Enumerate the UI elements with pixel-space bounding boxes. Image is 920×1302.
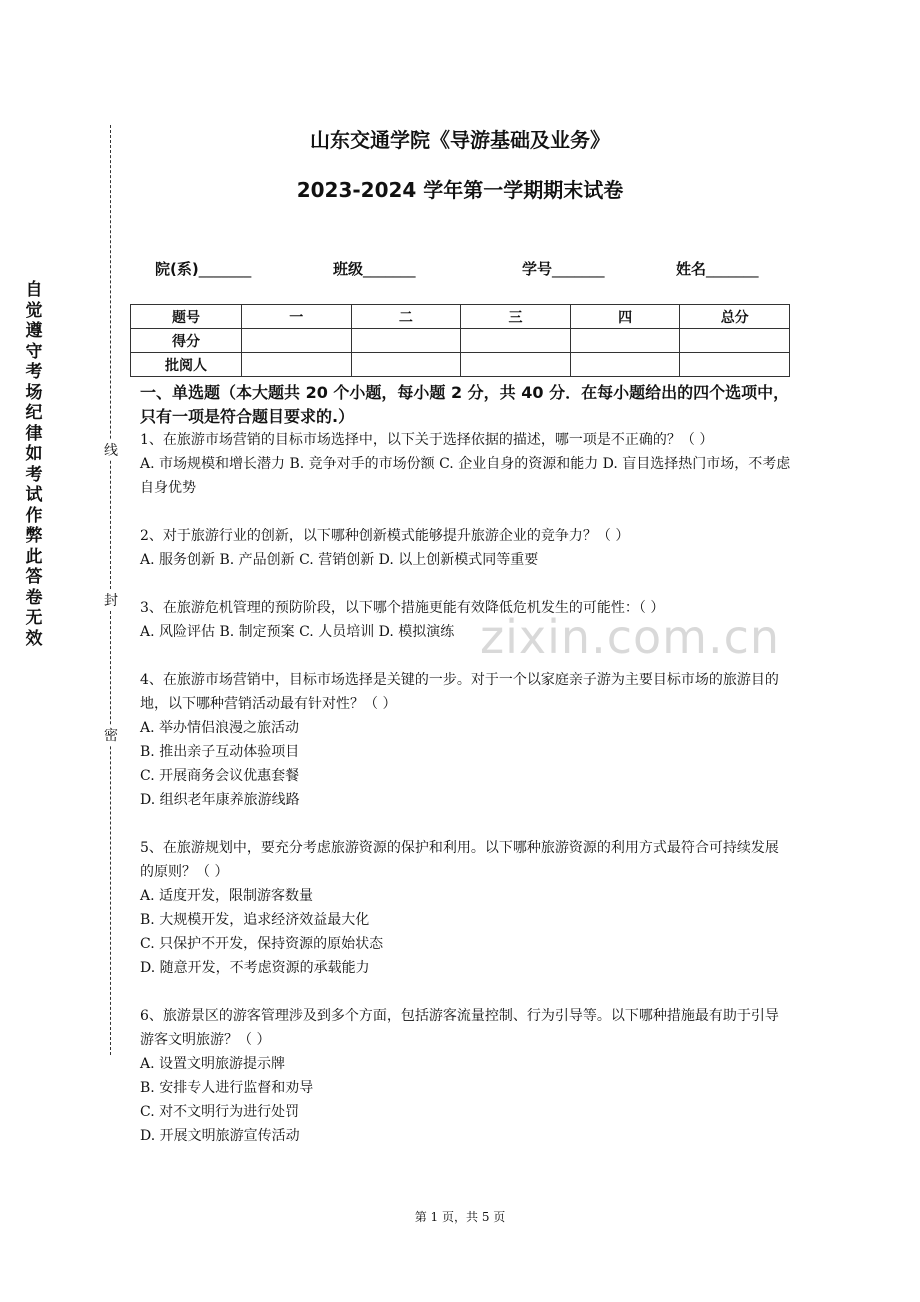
- question-5: [140, 836, 792, 980]
- question-stem: 3、在旅游危机管理的预防阶段，以下哪个措施更能有效降低危机发生的可能性：（ ）: [140, 600, 665, 616]
- question-options: A. 市场规模和增长潜力 B. 竞争对手的市场份额 C. 企业自身的资源和能力 D. 盲目选择热门市场，不考虑自身优势: [140, 456, 791, 496]
- student-id-label: 学号: [522, 260, 553, 278]
- option-d[interactable]: D. 组织老年康养旅游线路: [140, 792, 300, 808]
- score-table-score-row: [131, 329, 790, 353]
- name-field[interactable]: [676, 258, 759, 279]
- question-4: [140, 668, 792, 812]
- question-3: [140, 596, 792, 644]
- binding-char: 作: [25, 505, 43, 526]
- binding-char: 无: [25, 608, 43, 628]
- dept-field[interactable]: [155, 258, 251, 279]
- question-list: [140, 428, 792, 1172]
- score-cell[interactable]: [680, 329, 790, 353]
- score-header-cell: 一: [242, 305, 352, 329]
- score-table-grader-row: [131, 353, 790, 377]
- binding-char: 遵: [25, 321, 43, 341]
- name-blank: _______: [706, 260, 759, 278]
- class-label: 班级: [333, 260, 364, 278]
- grader-row-label: 批阅人: [131, 353, 242, 377]
- exam-title-course: 山东交通学院《导游基础及业务》: [310, 128, 610, 152]
- option-c[interactable]: C. 只保护不开发，保持资源的原始状态: [140, 936, 384, 952]
- score-cell[interactable]: [461, 329, 571, 353]
- option-c[interactable]: C. 对不文明行为进行处罚: [140, 1104, 300, 1120]
- grader-cell[interactable]: [351, 353, 461, 377]
- binding-char: 卷: [25, 587, 43, 608]
- question-stem: 4、在旅游市场营销中，目标市场选择是关键的一步。对于一个以家庭亲子游为主要目标市场的旅游目的地，以下哪种营销活动最有针对性？（ ）: [140, 672, 779, 712]
- student-id-blank: _______: [552, 260, 605, 278]
- option-a[interactable]: A. 设置文明旅游提示牌: [140, 1056, 286, 1072]
- question-6: [140, 1004, 792, 1148]
- score-header-cell: 三: [461, 305, 571, 329]
- dept-label: 院(系): [155, 260, 199, 278]
- grader-cell[interactable]: [680, 353, 790, 377]
- score-cell[interactable]: [351, 329, 461, 353]
- binding-char: 场: [25, 382, 43, 403]
- option-a[interactable]: A. 适度开发，限制游客数量: [140, 888, 314, 904]
- question-1: [140, 428, 792, 500]
- grader-cell[interactable]: [461, 353, 571, 377]
- score-cell[interactable]: [570, 329, 680, 353]
- name-label: 姓名: [676, 260, 707, 278]
- score-header-cell: 总分: [680, 305, 790, 329]
- option-b[interactable]: B. 大规模开发，追求经济效益最大化: [140, 912, 370, 928]
- binding-char: 答: [25, 567, 43, 587]
- score-cell[interactable]: [242, 329, 352, 353]
- score-row-label: 得分: [131, 329, 242, 353]
- option-b[interactable]: B. 安排专人进行监督和劝导: [140, 1080, 314, 1096]
- binding-char: 如: [25, 444, 43, 464]
- question-options: A. 服务创新 B. 产品创新 C. 营销创新 D. 以上创新模式同等重要: [140, 552, 539, 568]
- binding-char: 守: [25, 341, 43, 362]
- binding-warning-text: [22, 280, 46, 649]
- question-2: [140, 524, 792, 572]
- score-header-cell: 题号: [131, 305, 242, 329]
- binding-char: 弊: [25, 526, 43, 546]
- binding-char: 纪: [25, 403, 43, 423]
- binding-char: 律: [25, 423, 43, 444]
- page-footer: 第 1 页，共 5 页: [414, 1210, 506, 1224]
- binding-char: 试: [25, 485, 43, 505]
- question-stem: 5、在旅游规划中，要充分考虑旅游资源的保护和利用。以下哪种旅游资源的利用方式最符合可持续发展的原则？（ ）: [140, 840, 779, 880]
- class-blank: _______: [363, 260, 416, 278]
- seal-mark-secret: 密: [103, 725, 119, 745]
- score-header-cell: 四: [570, 305, 680, 329]
- binding-char: 自: [25, 280, 43, 300]
- option-d[interactable]: D. 随意开发，不考虑资源的承载能力: [140, 960, 370, 976]
- question-stem: 2、对于旅游行业的创新，以下哪种创新模式能够提升旅游企业的竞争力？（ ）: [140, 528, 630, 544]
- binding-char: 此: [25, 546, 43, 567]
- binding-char: 觉: [25, 300, 43, 321]
- class-field[interactable]: [333, 258, 416, 279]
- student-id-field[interactable]: [522, 258, 605, 279]
- score-table: [130, 304, 790, 377]
- question-stem: 6、旅游景区的游客管理涉及到多个方面，包括游客流量控制、行为引导等。以下哪种措施最有助于引导游客文明旅游？（ ）: [140, 1008, 779, 1048]
- option-a[interactable]: A. 举办情侣浪漫之旅活动: [140, 720, 300, 736]
- binding-char: 效: [25, 628, 43, 649]
- question-stem: 1、在旅游市场营销的目标市场选择中，以下关于选择依据的描述，哪一项是不正确的？（ ）: [140, 432, 714, 448]
- binding-char: 考: [25, 464, 43, 485]
- dept-blank: _______: [198, 260, 252, 278]
- question-options: A. 风险评估 B. 制定预案 C. 人员培训 D. 模拟演练: [140, 624, 455, 640]
- watermark: zixin.com.cn: [480, 610, 781, 664]
- grader-cell[interactable]: [570, 353, 680, 377]
- score-table-header-row: [131, 305, 790, 329]
- option-b[interactable]: B. 推出亲子互动体验项目: [140, 744, 300, 760]
- score-header-cell: 二: [351, 305, 461, 329]
- option-c[interactable]: C. 开展商务会议优惠套餐: [140, 768, 300, 784]
- seal-mark-seal: 封: [103, 590, 119, 610]
- option-d[interactable]: D. 开展文明旅游宣传活动: [140, 1128, 300, 1144]
- seal-mark-line: 线: [103, 440, 119, 460]
- grader-cell[interactable]: [242, 353, 352, 377]
- exam-title-term: 2023-2024 学年第一学期期末试卷: [296, 178, 624, 202]
- section-heading: 一、单选题（本大题共 20 个小题，每小题 2 分，共 40 分．在每小题给出的四个选项中，只有一项是符合题目要求的.）: [140, 383, 790, 426]
- binding-char: 考: [25, 362, 43, 382]
